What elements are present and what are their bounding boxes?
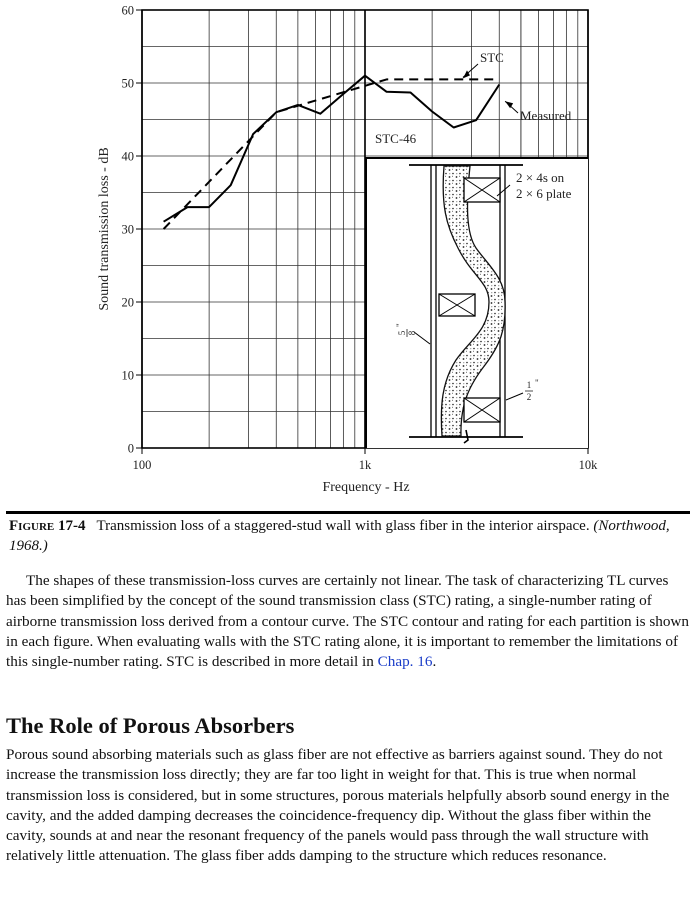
caption-rule bbox=[6, 511, 690, 514]
gyp-inner-den: 2 bbox=[526, 392, 532, 402]
chapter-link[interactable]: Chap. 16 bbox=[377, 653, 433, 671]
studs-label-line2: 2 × 6 plate bbox=[516, 186, 572, 201]
y-tick-label: 50 bbox=[121, 76, 134, 91]
stc-paragraph-end: . bbox=[432, 653, 437, 671]
y-tick-label: 0 bbox=[127, 441, 134, 456]
gyp-outer-unit: " bbox=[395, 323, 405, 327]
y-axis-label: Sound transmission loss - dB bbox=[97, 147, 112, 311]
x-tick-label: 100 bbox=[132, 458, 152, 472]
stc-paragraph-text: The shapes of these transmission-loss curves are certainly not linear. The task of characterizing TL curves has been simplified by the concept of the sound transmission class (STC) rating, a single-number rating of airborne transmission loss derived from a contour curve. The STC contour and rating for each partition is shown in each figure. When evaluating walls with the STC rating alone, it is important to remember the limitations of this single-number rating. STC is described in more detail in bbox=[6, 572, 689, 671]
y-tick-label: 30 bbox=[121, 222, 134, 237]
gyp-outer-den: 8 bbox=[407, 330, 417, 336]
x-axis-label: Frequency - Hz bbox=[322, 480, 410, 495]
x-tick-label: 10k bbox=[578, 458, 598, 472]
y-tick-label: 20 bbox=[121, 295, 134, 310]
porous-absorbers-paragraph: Porous sound absorbing materials such as glass fiber are not effective as barriers against sound. They do not increase the transmission loss directly; they are far too light in weight for that. This is true when normal transmission loss is considered, but in some structures, porous materials helpfully absorb sound energy in the cavity, and the added damping decreases the coincidence-frequency dip. Without the glass fiber within the cavity, sounds at and near the resonant frequency of the panels would pass through the wall structure with relatively little attenuation. The glass fiber adds damping to the structure which reduces resonance. bbox=[6, 746, 670, 865]
gyp-outer-num: 5 bbox=[397, 330, 407, 336]
figure-caption-text: Transmission loss of a staggered-stud wall with glass fiber in the interior airspace. bbox=[96, 518, 590, 534]
y-tick-label: 10 bbox=[121, 368, 134, 383]
stc-rating-label: STC-46 bbox=[375, 131, 417, 146]
section-heading: The Role of Porous Absorbers bbox=[6, 713, 295, 738]
studs-label-line1: 2 × 4s on bbox=[516, 170, 565, 185]
figure-label: Figure 17-4 bbox=[9, 518, 86, 534]
gyp-inner-num: 1 bbox=[526, 380, 532, 390]
measured-callout-label: Measured bbox=[520, 108, 572, 123]
stc-paragraph bbox=[6, 571, 690, 672]
figure-source: (Northwood, 1968.) bbox=[9, 518, 670, 554]
y-tick-label: 60 bbox=[121, 3, 134, 18]
wall-section-inset bbox=[366, 158, 588, 448]
gyp-inner-unit: " bbox=[535, 378, 539, 388]
y-tick-label: 40 bbox=[121, 149, 134, 164]
figure-caption bbox=[9, 516, 685, 556]
x-tick-label: 1k bbox=[358, 458, 372, 472]
stc-callout-label: STC bbox=[480, 50, 504, 65]
